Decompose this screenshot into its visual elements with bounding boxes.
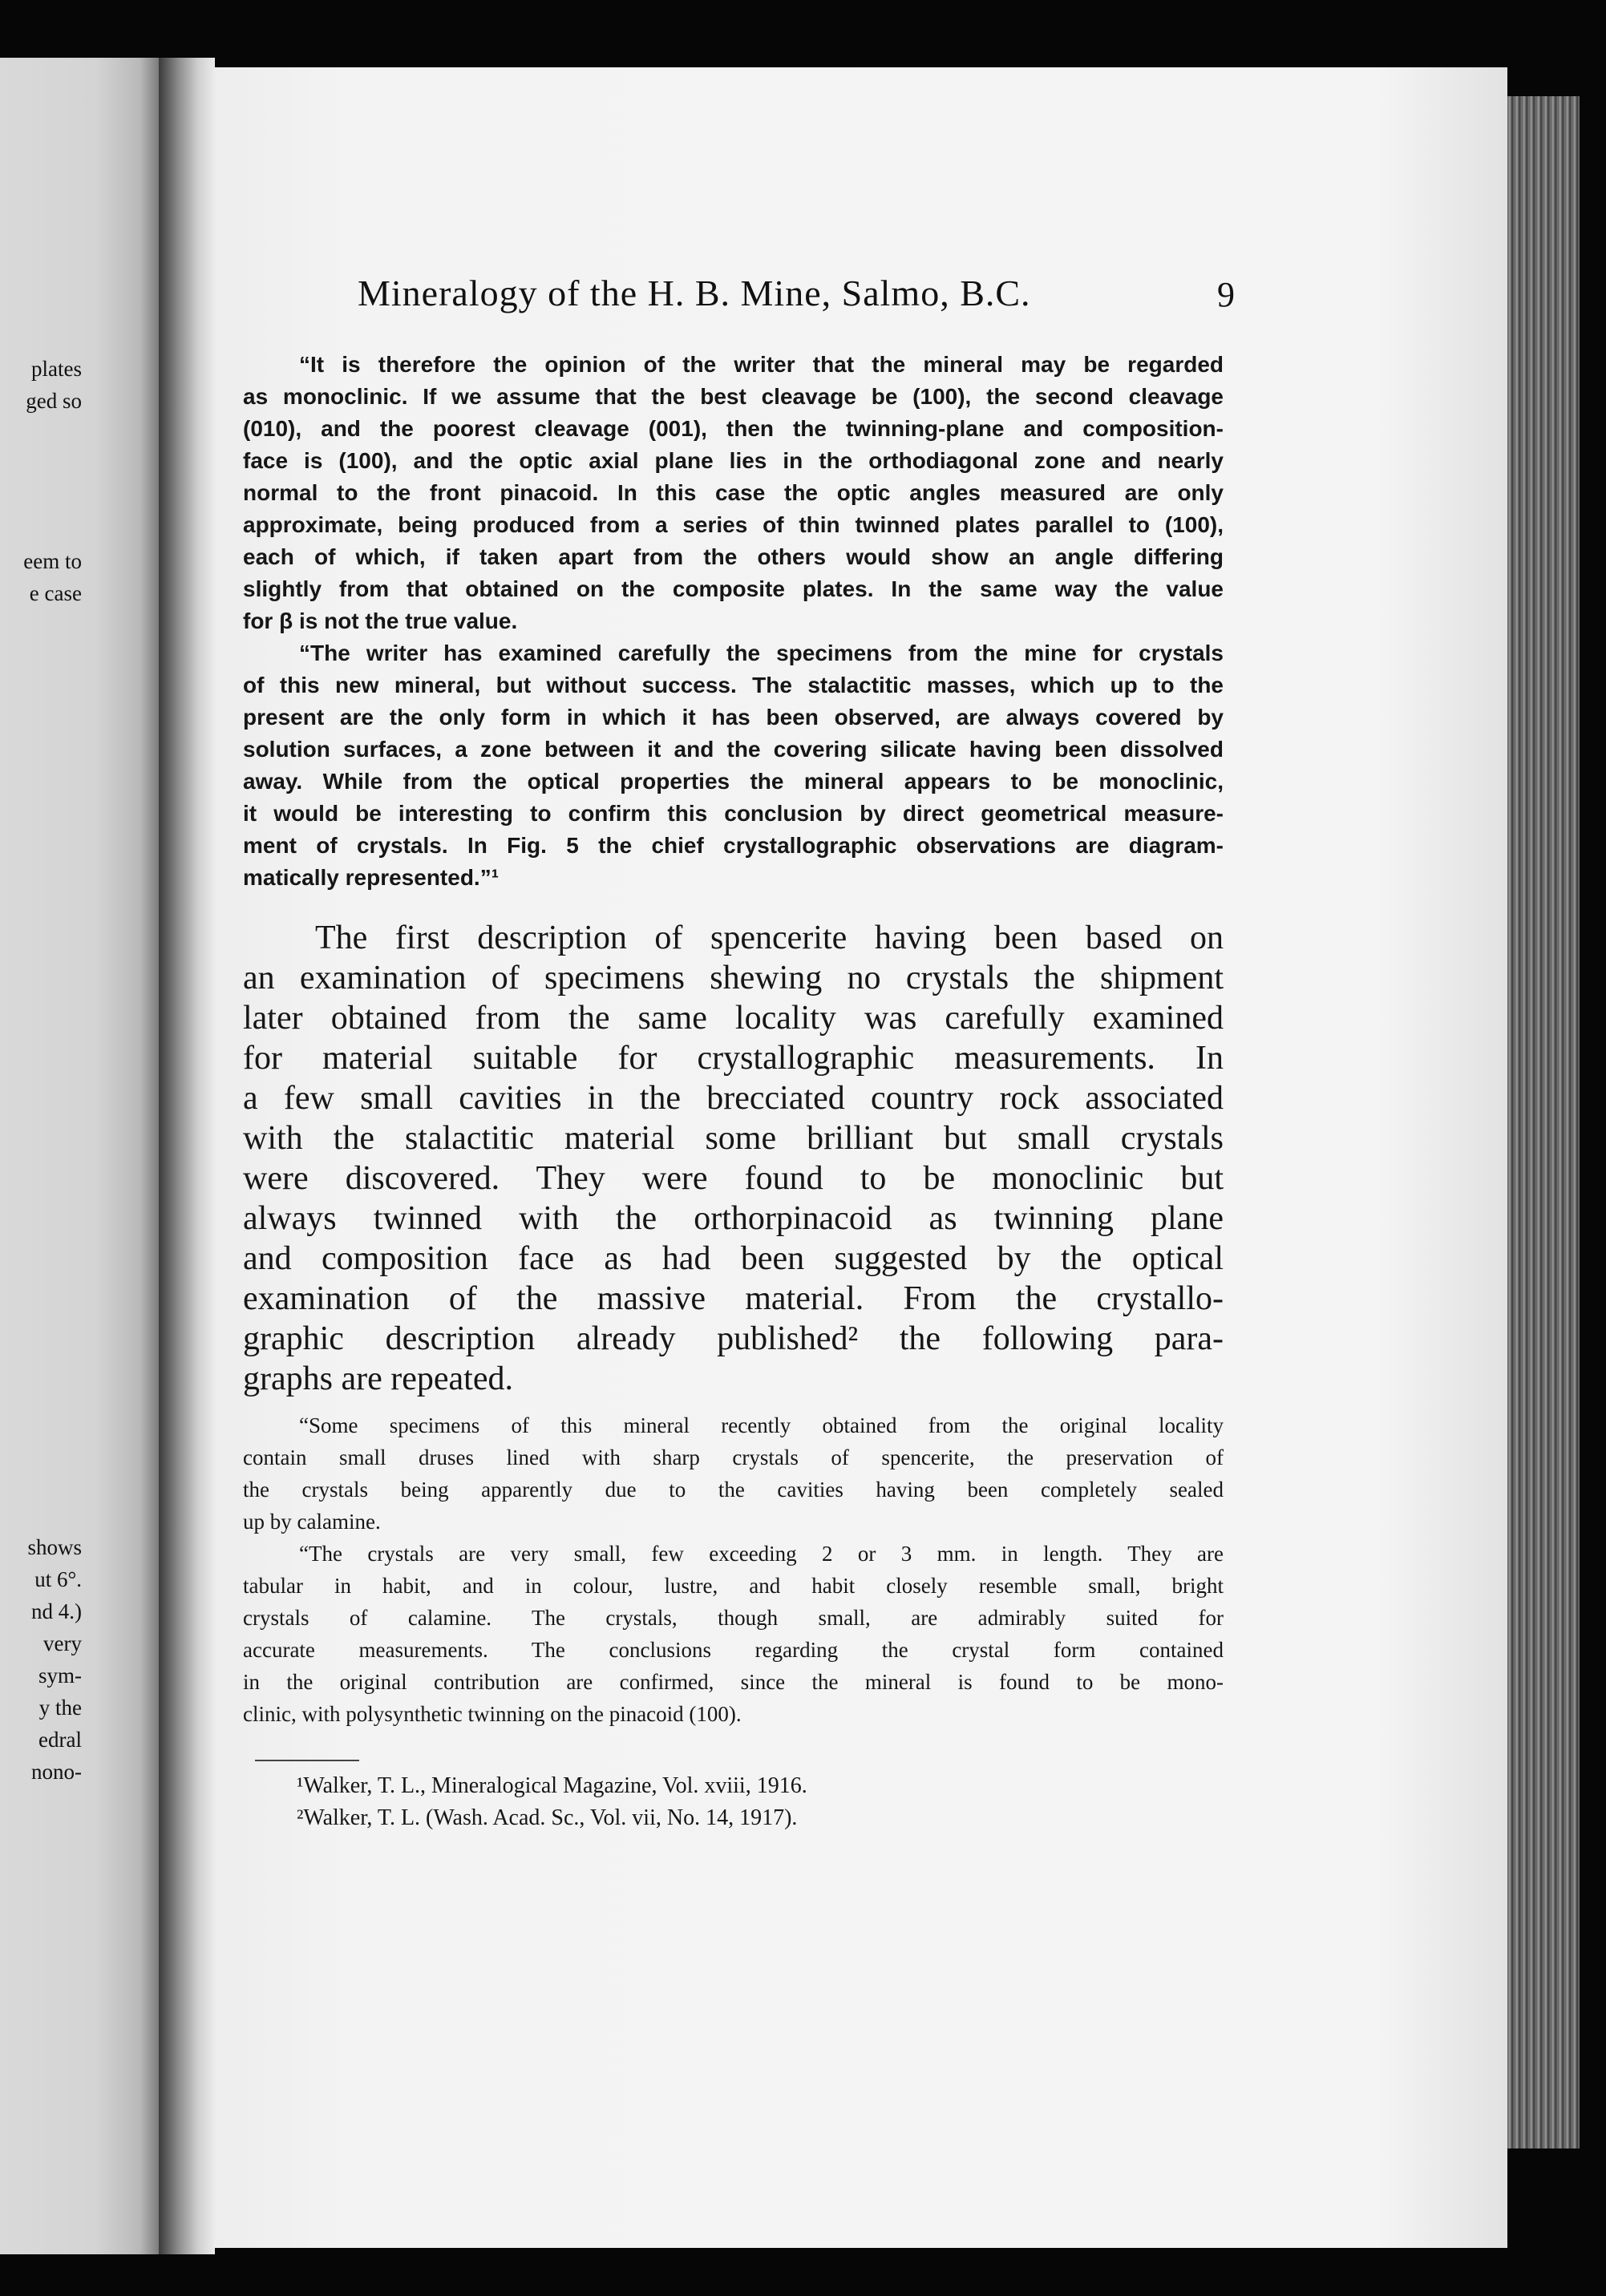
quote-line: clinic, with polysynthetic twinning on the pinacoid (100). <box>243 1702 742 1726</box>
quote-line: normal to the front pinacoid. In this case the optic angles measured are only <box>243 480 1224 505</box>
quote-line: (010), and the poorest cleavage (001), then the twinning-plane and composition- <box>243 416 1224 441</box>
quote-line: approximate, being produced from a series of thin twinned plates parallel to (100), <box>243 512 1224 537</box>
running-title: Mineralogy of the H. B. Mine, Salmo, B.C. <box>358 273 1031 313</box>
main-paragraph <box>243 918 1224 1399</box>
quote-line: the crystals being apparently due to the cavities having been completely sealed <box>243 1477 1224 1502</box>
body-line: with the stalactitic material some brilliant but small crystals <box>243 1120 1224 1157</box>
page-number: 9 <box>1217 275 1235 314</box>
left-page-text: nd 4.) <box>31 1599 82 1623</box>
book-gutter <box>159 58 215 2254</box>
left-page-text: ut 6°. <box>34 1567 82 1591</box>
quote-line: matically represented.”¹ <box>243 865 500 890</box>
left-page-text: plates <box>31 357 82 381</box>
left-page-text: very <box>43 1631 82 1655</box>
quote-line: it would be interesting to confirm this conclusion by direct geometrical measure- <box>243 801 1224 826</box>
left-page-fragment <box>0 58 159 2254</box>
quote-line: in the original contribution are confirmed, since the mineral is found to be mono- <box>243 1670 1224 1694</box>
quote-line: “The writer has examined carefully the specimens from the mine for crystals <box>299 641 1224 665</box>
quote-line: solution surfaces, a zone between it and the covering silicate having been dissolved <box>243 737 1224 762</box>
left-page-text: y the <box>38 1696 82 1720</box>
left-page-text: sym- <box>38 1663 82 1688</box>
quote-block-1 <box>243 349 1224 894</box>
quote-line: ment of crystals. In Fig. 5 the chief crystallographic observations are diagram- <box>243 833 1224 858</box>
left-page-text: edral <box>38 1728 82 1752</box>
body-line: examination of the massive material. From the crystallo- <box>243 1280 1224 1317</box>
footnote-2: ²Walker, T. L. (Wash. Acad. Sc., Vol. vii, No. 14, 1917). <box>297 1805 798 1830</box>
quote-line: each of which, if taken apart from the others would show an angle differing <box>243 544 1224 569</box>
quote-line: contain small druses lined with sharp crystals of spencerite, the preservation of <box>243 1445 1224 1469</box>
quote-line: accurate measurements. The conclusions regarding the crystal form contained <box>243 1638 1224 1662</box>
left-page-text: shows <box>27 1535 82 1559</box>
left-page-text: e case <box>29 581 82 605</box>
body-line: always twinned with the orthorpinacoid as twinning plane <box>243 1200 1224 1237</box>
quote-line: face is (100), and the optic axial plane lies in the orthodiagonal zone and nearly <box>243 448 1224 473</box>
footnote-rule <box>255 1760 359 1761</box>
left-page-text: nono- <box>31 1760 82 1784</box>
body-line: were discovered. They were found to be monoclinic but <box>243 1160 1224 1197</box>
quote-line: “It is therefore the opinion of the writer that the mineral may be regarded <box>299 352 1224 377</box>
body-line: a few small cavities in the brecciated country rock associated <box>243 1080 1224 1117</box>
quote-line: crystals of calamine. The crystals, though small, are admirably suited for <box>243 1606 1224 1630</box>
quote-line: as monoclinic. If we assume that the best cleavage be (100), the second cleavage <box>243 384 1224 409</box>
left-page-text: ged so <box>26 389 82 413</box>
body-line: The first description of spencerite having been based on <box>315 920 1224 956</box>
quote-line: for β is not the true value. <box>243 608 518 633</box>
footnote-1: ¹Walker, T. L., Mineralogical Magazine, Vol. xviii, 1916. <box>297 1773 807 1798</box>
body-line: an examination of specimens shewing no crystals the shipment <box>243 960 1224 996</box>
quote-line: slightly from that obtained on the composite plates. In the same way the value <box>243 576 1224 601</box>
quote-line: “Some specimens of this mineral recently obtained from the original locality <box>299 1413 1224 1437</box>
quote-line: away. While from the optical properties the mineral appears to be monoclinic, <box>243 769 1224 794</box>
quote-line: present are the only form in which it has been observed, are always covered by <box>243 705 1224 730</box>
page-edge <box>1507 96 1580 2148</box>
quote-line: of this new mineral, but without success. The stalactitic masses, which up to the <box>243 673 1224 697</box>
body-line: later obtained from the same locality was carefully examined <box>243 1000 1224 1037</box>
body-line: and composition face as had been suggested by the optical <box>243 1240 1224 1277</box>
body-line: graphs are repeated. <box>243 1360 513 1397</box>
left-page-text: eem to <box>23 549 82 573</box>
quote-block-2 <box>243 1409 1224 1730</box>
quote-line: up by calamine. <box>243 1510 381 1534</box>
quote-line: tabular in habit, and in colour, lustre, and habit closely resemble small, bright <box>243 1574 1224 1598</box>
quote-line: “The crystals are very small, few exceeding 2 or 3 mm. in length. They are <box>299 1542 1224 1566</box>
body-line: for material suitable for crystallographic measurements. In <box>243 1040 1224 1077</box>
body-line: graphic description already published² the following para- <box>243 1320 1224 1357</box>
